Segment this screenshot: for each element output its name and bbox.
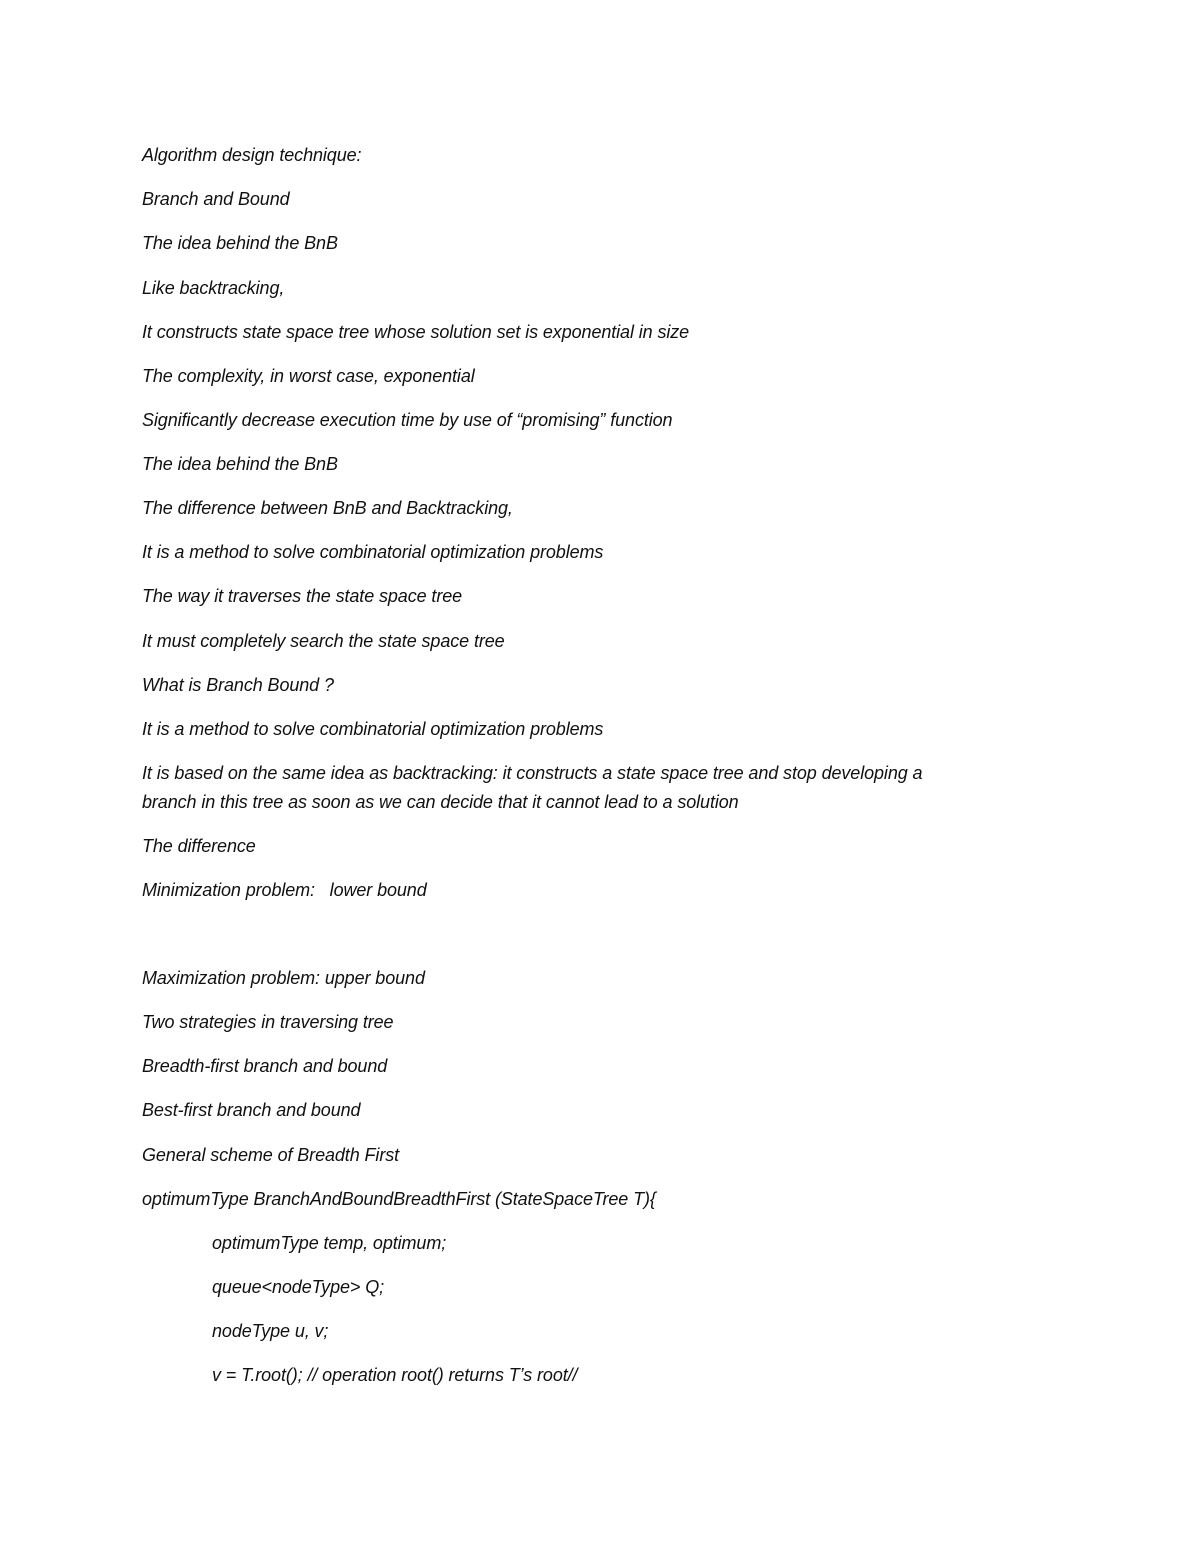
text-line: branch in this tree as soon as we can decide that it cannot lead to a solution xyxy=(142,792,739,812)
text-line: It constructs state space tree whose solution set is exponential in size xyxy=(142,322,690,342)
text-line: Significantly decrease execution time by use of “promising” function xyxy=(142,410,673,430)
text-line: The complexity, in worst case, exponential xyxy=(142,366,475,386)
text-line: Minimization problem: lower bound xyxy=(142,880,427,900)
code-line: v = T.root(); // operation root() returns T’s root// xyxy=(212,1365,578,1385)
text-line: Like backtracking, xyxy=(142,278,285,298)
heading-technique: Algorithm design technique: xyxy=(142,145,362,165)
code-line: nodeType u, v; xyxy=(212,1321,329,1341)
heading-branch-and-bound: Branch and Bound xyxy=(142,189,290,209)
text-line: The idea behind the BnB xyxy=(142,233,338,253)
text-line: What is Branch Bound ? xyxy=(142,675,334,695)
code-line: optimumType temp, optimum; xyxy=(212,1233,447,1253)
text-line: It is a method to solve combinatorial optimization problems xyxy=(142,542,604,562)
text-line: It is based on the same idea as backtracking: it constructs a state space tree and stop developing a xyxy=(142,763,923,783)
code-line: optimumType BranchAndBoundBreadthFirst (StateSpaceTree T){ xyxy=(142,1189,656,1209)
text-line: It must completely search the state space tree xyxy=(142,631,505,651)
text-line: It is a method to solve combinatorial optimization problems xyxy=(142,719,604,739)
text-line: Breadth-first branch and bound xyxy=(142,1056,388,1076)
text-line: Best-first branch and bound xyxy=(142,1100,361,1120)
text-line: The way it traverses the state space tree xyxy=(142,586,463,606)
text-line: General scheme of Breadth First xyxy=(142,1145,400,1165)
text-line: The difference xyxy=(142,836,256,856)
text-line: The idea behind the BnB xyxy=(142,454,338,474)
text-line: Maximization problem: upper bound xyxy=(142,968,425,988)
text-line: The difference between BnB and Backtracking, xyxy=(142,498,513,518)
code-line: queue<nodeType> Q; xyxy=(212,1277,385,1297)
text-line: Two strategies in traversing tree xyxy=(142,1012,394,1032)
